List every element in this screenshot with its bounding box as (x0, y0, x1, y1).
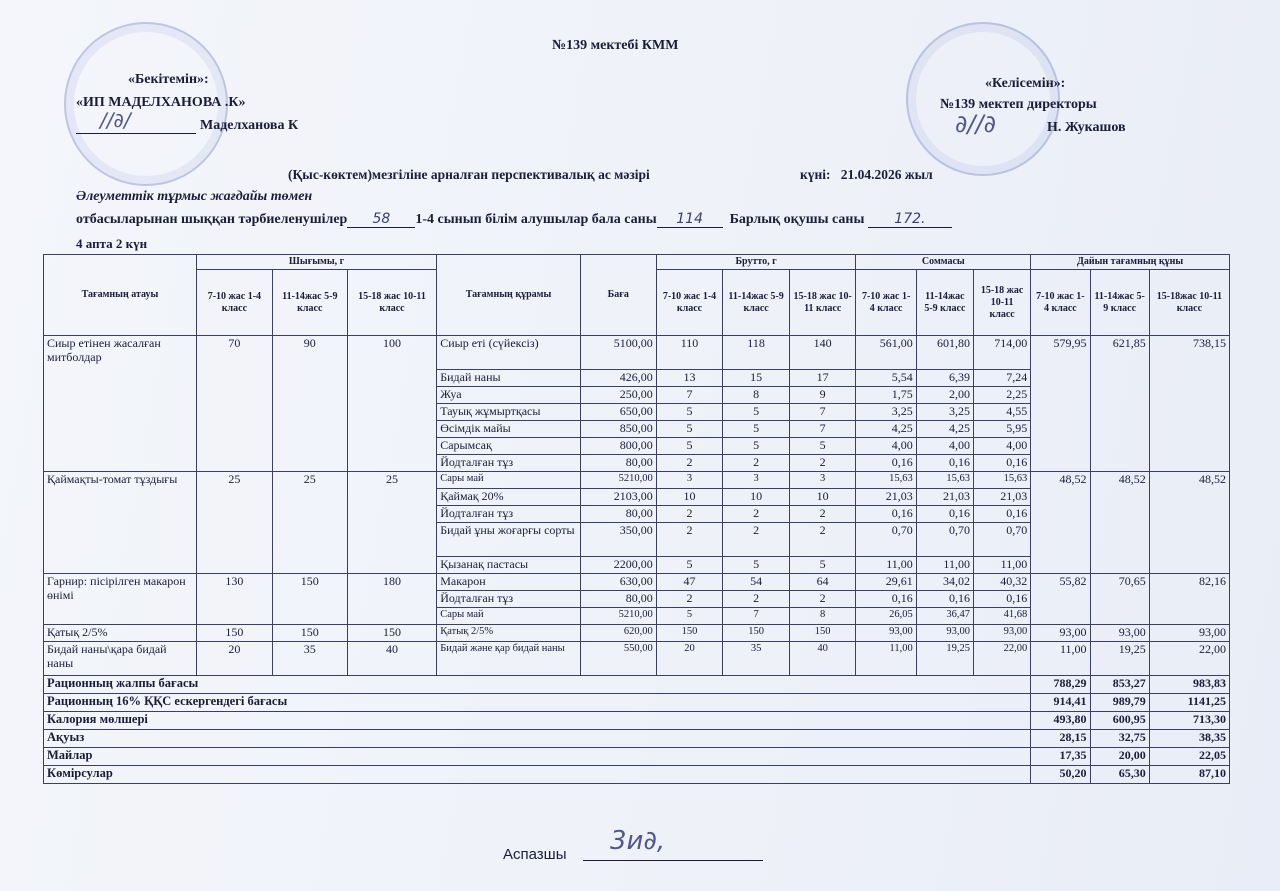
ingredient-price: 5100,00 (580, 336, 656, 370)
ingredient-sum: 93,00 (916, 625, 973, 642)
ingredient-brutto: 5 (723, 421, 790, 438)
dish-name: Сиыр етінен жасалған митболдар (44, 336, 197, 472)
dish-yield: 25 (272, 472, 347, 574)
ingredient-brutto: 10 (723, 489, 790, 506)
ingredient-name: Бидай ұны жоғарғы сорты (437, 523, 581, 557)
totals-row (44, 676, 1230, 694)
ingredient-sum: 36,47 (916, 608, 973, 625)
ingredient-brutto: 5 (656, 404, 723, 421)
ingredient-sum: 2,25 (973, 387, 1030, 404)
ingredient-name: Сиыр еті (сүйексіз) (437, 336, 581, 370)
totals-value: 493,80 (1031, 712, 1090, 730)
week-day: 4 апта 2 күн (76, 236, 148, 251)
table-row (44, 472, 1230, 489)
ingredient-price: 80,00 (580, 506, 656, 523)
ingredient-price: 426,00 (580, 370, 656, 387)
ingredient-name: Өсімдік майы (437, 421, 581, 438)
ingredient-sum: 4,00 (973, 438, 1030, 455)
totals-label: Рационның 16% ҚҚС ескергендегі бағасы (44, 694, 1031, 712)
brutto-sub: 11-14жас 5-9 класс (723, 270, 790, 336)
dish-yield: 20 (196, 642, 272, 676)
ingredient-sum: 4,00 (856, 438, 916, 455)
ingredient-price: 80,00 (580, 591, 656, 608)
agree-label: «Келісемін»: (985, 76, 1066, 91)
ingredient-brutto: 47 (656, 574, 723, 591)
ingredient-brutto: 3 (656, 472, 723, 489)
ingredient-brutto: 150 (723, 625, 790, 642)
menu-table (43, 254, 1230, 784)
dish-cost: 48,52 (1031, 472, 1090, 574)
dish-cost: 48,52 (1149, 472, 1229, 574)
ingredient-sum: 0,16 (856, 506, 916, 523)
ingredient-brutto: 13 (656, 370, 723, 387)
ingredient-sum: 4,55 (973, 404, 1030, 421)
ingredient-sum: 26,05 (856, 608, 916, 625)
totals-value: 50,20 (1031, 766, 1090, 784)
totals-label: Майлар (44, 748, 1031, 766)
ingredient-brutto: 110 (656, 336, 723, 370)
ingredient-price: 5210,00 (580, 608, 656, 625)
dish-cost: 48,52 (1090, 472, 1149, 574)
ingredient-brutto: 2 (723, 523, 790, 557)
ingredient-brutto: 54 (723, 574, 790, 591)
ingredient-sum: 0,16 (856, 591, 916, 608)
total-label: Барлық оқушы саны (729, 212, 865, 227)
ingredient-brutto: 10 (789, 489, 856, 506)
ingredient-brutto: 2 (723, 455, 790, 472)
ingredient-price: 850,00 (580, 421, 656, 438)
cost-sub: 15-18жас 10-11 класс (1149, 270, 1229, 336)
ingredient-sum: 11,00 (916, 557, 973, 574)
ingredient-sum: 6,39 (916, 370, 973, 387)
approve-signature-line (76, 133, 196, 134)
totals-label: Ақуыз (44, 730, 1031, 748)
dish-cost: 738,15 (1149, 336, 1229, 472)
totals-value: 32,75 (1090, 730, 1149, 748)
totals-value: 17,35 (1031, 748, 1090, 766)
dish-yield: 35 (272, 642, 347, 676)
yield-sub: 15-18 жас 10-11 класс (347, 270, 436, 336)
ingredient-brutto: 7 (789, 421, 856, 438)
dish-yield: 150 (272, 625, 347, 642)
ingredient-name: Қаймақ 20% (437, 489, 581, 506)
ingredient-brutto: 7 (656, 387, 723, 404)
col-dish-name: Тағамның атауы (44, 255, 197, 336)
col-composition: Тағамның құрамы (437, 255, 581, 336)
ingredient-sum: 2,00 (916, 387, 973, 404)
ingredient-sum: 0,70 (973, 523, 1030, 557)
ingredient-sum: 7,24 (973, 370, 1030, 387)
ingredient-brutto: 7 (789, 404, 856, 421)
ingredient-name: Макарон (437, 574, 581, 591)
totals-value: 914,41 (1031, 694, 1090, 712)
ingredient-sum: 15,63 (973, 472, 1030, 489)
dish-name: Қаймақты-томат тұздығы (44, 472, 197, 574)
dish-yield: 70 (196, 336, 272, 472)
ingredient-sum: 93,00 (856, 625, 916, 642)
totals-value: 38,35 (1149, 730, 1229, 748)
ingredient-sum: 0,16 (973, 455, 1030, 472)
ingredient-sum: 3,25 (856, 404, 916, 421)
ingredient-name: Қатық 2/5% (437, 625, 581, 642)
dish-yield: 25 (196, 472, 272, 574)
ingredient-brutto: 150 (656, 625, 723, 642)
totals-label: Калория мөлшері (44, 712, 1031, 730)
totals-value: 20,00 (1090, 748, 1149, 766)
col-price: Баға (580, 255, 656, 336)
ingredient-brutto: 9 (789, 387, 856, 404)
dish-cost: 22,00 (1149, 642, 1229, 676)
ingredient-name: Сары май (437, 472, 581, 489)
ingredient-price: 650,00 (580, 404, 656, 421)
approve-org: «ИП МАДЕЛХАНОВА .К» (76, 95, 246, 110)
sum-sub: 11-14жас 5-9 класс (916, 270, 973, 336)
dish-name: Бидай наны\қара бидай наны (44, 642, 197, 676)
ingredient-sum: 0,16 (856, 455, 916, 472)
agree-org: №139 мектеп директоры (940, 97, 1097, 112)
ingredient-brutto: 5 (656, 557, 723, 574)
approve-name: Маделханова К (200, 118, 299, 133)
grp-yield: Шығымы, г (196, 255, 436, 270)
ingredient-name: Жуа (437, 387, 581, 404)
grp-sum: Соммасы (856, 255, 1031, 270)
totals-value: 600,95 (1090, 712, 1149, 730)
ingredient-brutto: 150 (789, 625, 856, 642)
ingredient-brutto: 140 (789, 336, 856, 370)
school-name: №139 мектебі КММ (552, 38, 679, 53)
menu-date (800, 167, 933, 183)
ingredient-sum: 601,80 (916, 336, 973, 370)
ingredient-brutto: 2 (656, 506, 723, 523)
ingredient-sum: 11,00 (856, 557, 916, 574)
totals-value: 989,79 (1090, 694, 1149, 712)
counts-line (76, 211, 952, 228)
ingredient-sum: 21,03 (916, 489, 973, 506)
totals-row (44, 712, 1230, 730)
totals-value: 22,05 (1149, 748, 1229, 766)
totals-row (44, 694, 1230, 712)
brutto-sub: 15-18 жас 10-11 класс (789, 270, 856, 336)
ingredient-brutto: 15 (723, 370, 790, 387)
totals-label: Рационның жалпы бағасы (44, 676, 1031, 694)
ingredient-price: 550,00 (580, 642, 656, 676)
grp-cost: Дайын тағамның құны (1031, 255, 1230, 270)
dish-yield: 100 (347, 336, 436, 472)
totals-row (44, 730, 1230, 748)
ingredient-name: Бидай және қар бидай наны (437, 642, 581, 676)
ingredient-sum: 11,00 (856, 642, 916, 676)
ingredient-sum: 714,00 (973, 336, 1030, 370)
ingredient-name: Қызанақ пастасы (437, 557, 581, 574)
ingredient-brutto: 2 (723, 506, 790, 523)
ingredient-sum: 0,16 (973, 506, 1030, 523)
ingredient-name: Сары май (437, 608, 581, 625)
dish-cost: 93,00 (1149, 625, 1229, 642)
ingredient-sum: 15,63 (916, 472, 973, 489)
dish-cost: 82,16 (1149, 574, 1229, 625)
grade14-label: 1-4 сынып білім алушылар бала саны (415, 212, 657, 227)
totals-value: 65,30 (1090, 766, 1149, 784)
ingredient-sum: 0,70 (856, 523, 916, 557)
ingredient-brutto: 2 (789, 455, 856, 472)
ingredient-brutto: 8 (789, 608, 856, 625)
ingredient-sum: 1,75 (856, 387, 916, 404)
totals-value: 28,15 (1031, 730, 1090, 748)
totals-value: 788,29 (1031, 676, 1090, 694)
cost-sub: 7-10 жас 1-4 класс (1031, 270, 1090, 336)
dish-cost: 93,00 (1090, 625, 1149, 642)
ingredient-price: 5210,00 (580, 472, 656, 489)
dish-yield: 130 (196, 574, 272, 625)
ingredient-brutto: 2 (789, 523, 856, 557)
cost-sub: 11-14жас 5-9 класс (1090, 270, 1149, 336)
ingredient-name: Бидай наны (437, 370, 581, 387)
totals-value: 983,83 (1149, 676, 1229, 694)
table-row (44, 336, 1230, 370)
low-income-line1: Әлеуметтік тұрмыс жағдайы төмен (76, 189, 313, 204)
dish-name: Қатық 2/5% (44, 625, 197, 642)
ingredient-brutto: 20 (656, 642, 723, 676)
ingredient-name: Тауық жұмыртқасы (437, 404, 581, 421)
ingredient-brutto: 5 (723, 438, 790, 455)
dish-cost: 55,82 (1031, 574, 1090, 625)
ingredient-brutto: 17 (789, 370, 856, 387)
date-value: 21.04.2026 жыл (840, 167, 933, 182)
ingredient-sum: 0,16 (916, 506, 973, 523)
ingredient-price: 250,00 (580, 387, 656, 404)
ingredient-brutto: 7 (723, 608, 790, 625)
ingredient-price: 2200,00 (580, 557, 656, 574)
dish-yield: 40 (347, 642, 436, 676)
ingredient-brutto: 64 (789, 574, 856, 591)
ingredient-sum: 3,25 (916, 404, 973, 421)
totals-value: 713,30 (1149, 712, 1229, 730)
ingredient-price: 800,00 (580, 438, 656, 455)
ingredient-price: 620,00 (580, 625, 656, 642)
ingredient-brutto: 118 (723, 336, 790, 370)
ingredient-sum: 93,00 (973, 625, 1030, 642)
ingredient-price: 630,00 (580, 574, 656, 591)
dish-yield: 25 (347, 472, 436, 574)
ingredient-price: 80,00 (580, 455, 656, 472)
ingredient-brutto: 5 (723, 557, 790, 574)
date-label: күні: (800, 167, 831, 182)
low-income-count: 58 (347, 211, 415, 228)
dish-cost: 621,85 (1090, 336, 1149, 472)
ingredient-brutto: 2 (723, 591, 790, 608)
grade14-count: 114 (657, 211, 723, 228)
ingredient-sum: 0,70 (916, 523, 973, 557)
cook-signature-line (583, 860, 763, 861)
ingredient-brutto: 2 (789, 506, 856, 523)
ingredient-sum: 29,61 (856, 574, 916, 591)
ingredient-brutto: 5 (656, 421, 723, 438)
ingredient-sum: 34,02 (916, 574, 973, 591)
totals-value: 1141,25 (1149, 694, 1229, 712)
ingredient-brutto: 5 (723, 404, 790, 421)
ingredient-sum: 19,25 (916, 642, 973, 676)
ingredient-sum: 21,03 (856, 489, 916, 506)
ingredient-sum: 5,95 (973, 421, 1030, 438)
dish-yield: 150 (347, 625, 436, 642)
ingredient-name: Йодталған тұз (437, 506, 581, 523)
ingredient-brutto: 3 (789, 472, 856, 489)
sum-sub: 7-10 жас 1-4 класс (856, 270, 916, 336)
cook-label: Аспазшы (503, 846, 567, 863)
menu-title: (Қыс-көктем)мезгіліне арналған перспективалық ас мәзірі (288, 167, 650, 182)
ingredient-price: 2103,00 (580, 489, 656, 506)
ingredient-brutto: 35 (723, 642, 790, 676)
ingredient-name: Сарымсақ (437, 438, 581, 455)
ingredient-brutto: 2 (656, 591, 723, 608)
ingredient-sum: 11,00 (973, 557, 1030, 574)
grp-brutto: Брутто, г (656, 255, 856, 270)
ingredient-brutto: 5 (789, 557, 856, 574)
ingredient-price: 350,00 (580, 523, 656, 557)
ingredient-sum: 22,00 (973, 642, 1030, 676)
agree-signature: ∂∕∕∂ (955, 110, 996, 138)
totals-label: Көмірсулар (44, 766, 1031, 784)
totals-value: 853,27 (1090, 676, 1149, 694)
ingredient-brutto: 2 (656, 523, 723, 557)
yield-sub: 11-14жас 5-9 класс (272, 270, 347, 336)
ingredient-sum: 40,32 (973, 574, 1030, 591)
ingredient-sum: 21,03 (973, 489, 1030, 506)
total-count: 172. (868, 211, 952, 228)
ingredient-sum: 15,63 (856, 472, 916, 489)
dish-cost: 93,00 (1031, 625, 1090, 642)
agree-name: Н. Жукашов (1047, 120, 1126, 135)
dish-yield: 90 (272, 336, 347, 472)
ingredient-name: Йодталған тұз (437, 591, 581, 608)
ingredient-brutto: 2 (789, 591, 856, 608)
approve-label: «Бекітемін»: (128, 72, 209, 87)
ingredient-sum: 0,16 (973, 591, 1030, 608)
dish-yield: 150 (196, 625, 272, 642)
ingredient-sum: 0,16 (916, 591, 973, 608)
totals-row (44, 748, 1230, 766)
ingredient-sum: 4,00 (916, 438, 973, 455)
ingredient-brutto: 40 (789, 642, 856, 676)
table-row (44, 625, 1230, 642)
dish-cost: 579,95 (1031, 336, 1090, 472)
ingredient-brutto: 5 (656, 608, 723, 625)
sum-sub: 15-18 жас 10-11 класс (973, 270, 1030, 336)
dish-yield: 180 (347, 574, 436, 625)
dish-name: Гарнир: пісірілген макарон өнімі (44, 574, 197, 625)
totals-value: 87,10 (1149, 766, 1229, 784)
dish-cost: 11,00 (1031, 642, 1090, 676)
ingredient-brutto: 5 (656, 438, 723, 455)
ingredient-brutto: 5 (789, 438, 856, 455)
ingredient-sum: 5,54 (856, 370, 916, 387)
ingredient-sum: 561,00 (856, 336, 916, 370)
ingredient-brutto: 10 (656, 489, 723, 506)
low-income-label: отбасыларынан шыққан тәрбиеленушілер (76, 212, 348, 227)
ingredient-sum: 4,25 (916, 421, 973, 438)
yield-sub: 7-10 жас 1-4 класс (196, 270, 272, 336)
dish-cost: 70,65 (1090, 574, 1149, 625)
ingredient-brutto: 8 (723, 387, 790, 404)
dish-cost: 19,25 (1090, 642, 1149, 676)
approve-signature: ∕∕∂∕ (100, 108, 131, 132)
table-row (44, 642, 1230, 676)
ingredient-brutto: 2 (656, 455, 723, 472)
brutto-sub: 7-10 жас 1-4 класс (656, 270, 723, 336)
ingredient-sum: 0,16 (916, 455, 973, 472)
dish-yield: 150 (272, 574, 347, 625)
ingredient-sum: 41,68 (973, 608, 1030, 625)
ingredient-sum: 4,25 (856, 421, 916, 438)
table-row (44, 574, 1230, 591)
ingredient-name: Йодталған тұз (437, 455, 581, 472)
cook-signature: 3и∂, (610, 826, 666, 856)
totals-row (44, 766, 1230, 784)
ingredient-brutto: 3 (723, 472, 790, 489)
